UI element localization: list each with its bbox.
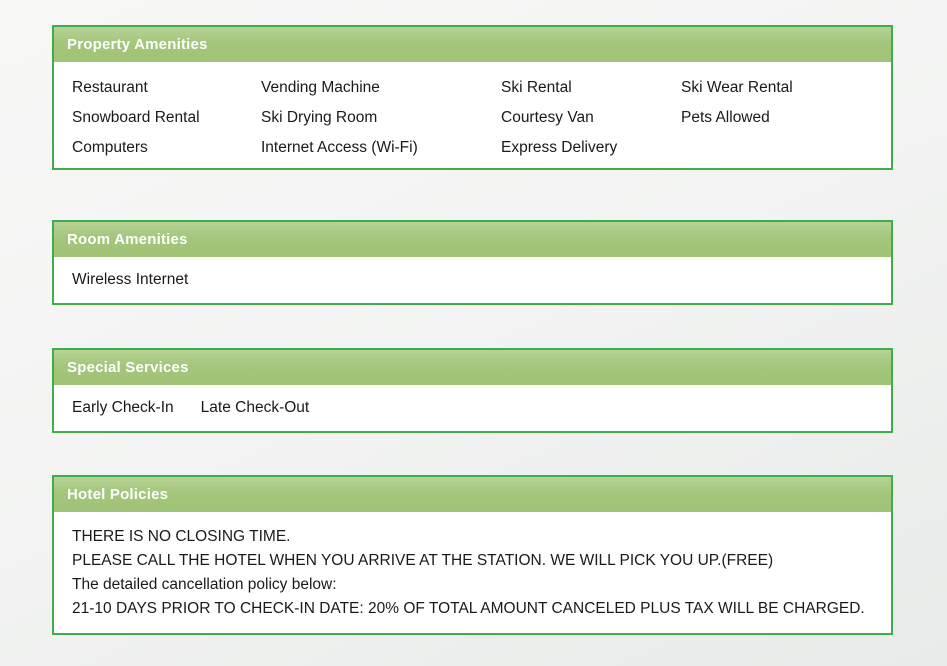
- amenity-item: Vending Machine: [261, 79, 380, 96]
- amenity-item: Courtesy Van: [501, 109, 594, 126]
- property-amenities-title: Property Amenities: [67, 36, 208, 53]
- property-amenities-header: [54, 27, 891, 62]
- amenity-item: Computers: [72, 139, 148, 156]
- section-hotel-policies: [52, 475, 893, 635]
- service-item: Early Check-In: [72, 399, 174, 416]
- special-services-header: [54, 350, 891, 385]
- policy-line: THERE IS NO CLOSING TIME.: [72, 528, 291, 545]
- amenity-row: [54, 103, 891, 133]
- room-amenities-title: Room Amenities: [67, 231, 188, 248]
- amenity-item: Pets Allowed: [681, 109, 770, 126]
- amenity-item: Wireless Internet: [72, 271, 189, 288]
- hotel-policies-header: [54, 477, 891, 512]
- amenity-item: Snowboard Rental: [72, 109, 200, 126]
- hotel-policies-text: [54, 512, 891, 633]
- amenity-item: Ski Wear Rental: [681, 79, 793, 96]
- amenity-item: Ski Drying Room: [261, 109, 378, 126]
- property-amenities-list: [54, 62, 891, 157]
- special-services-title: Special Services: [67, 359, 189, 376]
- service-item: Late Check-Out: [200, 399, 310, 416]
- special-services-list: [54, 385, 891, 431]
- amenity-item: Express Delivery: [501, 139, 618, 156]
- room-amenities-list: [54, 257, 891, 303]
- policy-line: PLEASE CALL THE HOTEL WHEN YOU ARRIVE AT THE STATION. WE WILL PICK YOU UP.(FREE): [72, 552, 774, 569]
- amenity-row: [54, 133, 891, 163]
- room-amenities-header: [54, 222, 891, 257]
- section-room-amenities: [52, 220, 893, 305]
- section-property-amenities: [52, 25, 893, 170]
- amenity-item: Internet Access (Wi-Fi): [261, 139, 418, 156]
- section-special-services: [52, 348, 893, 433]
- amenity-row: [54, 73, 891, 103]
- hotel-policies-title: Hotel Policies: [67, 486, 169, 503]
- amenity-item: Ski Rental: [501, 79, 572, 96]
- amenity-item: Restaurant: [72, 79, 148, 96]
- policy-line: The detailed cancellation policy below:: [72, 576, 337, 593]
- policy-line: 21-10 DAYS PRIOR TO CHECK-IN DATE: 20% OF TOTAL AMOUNT CANCELED PLUS TAX WILL BE CHARGED.: [72, 600, 865, 617]
